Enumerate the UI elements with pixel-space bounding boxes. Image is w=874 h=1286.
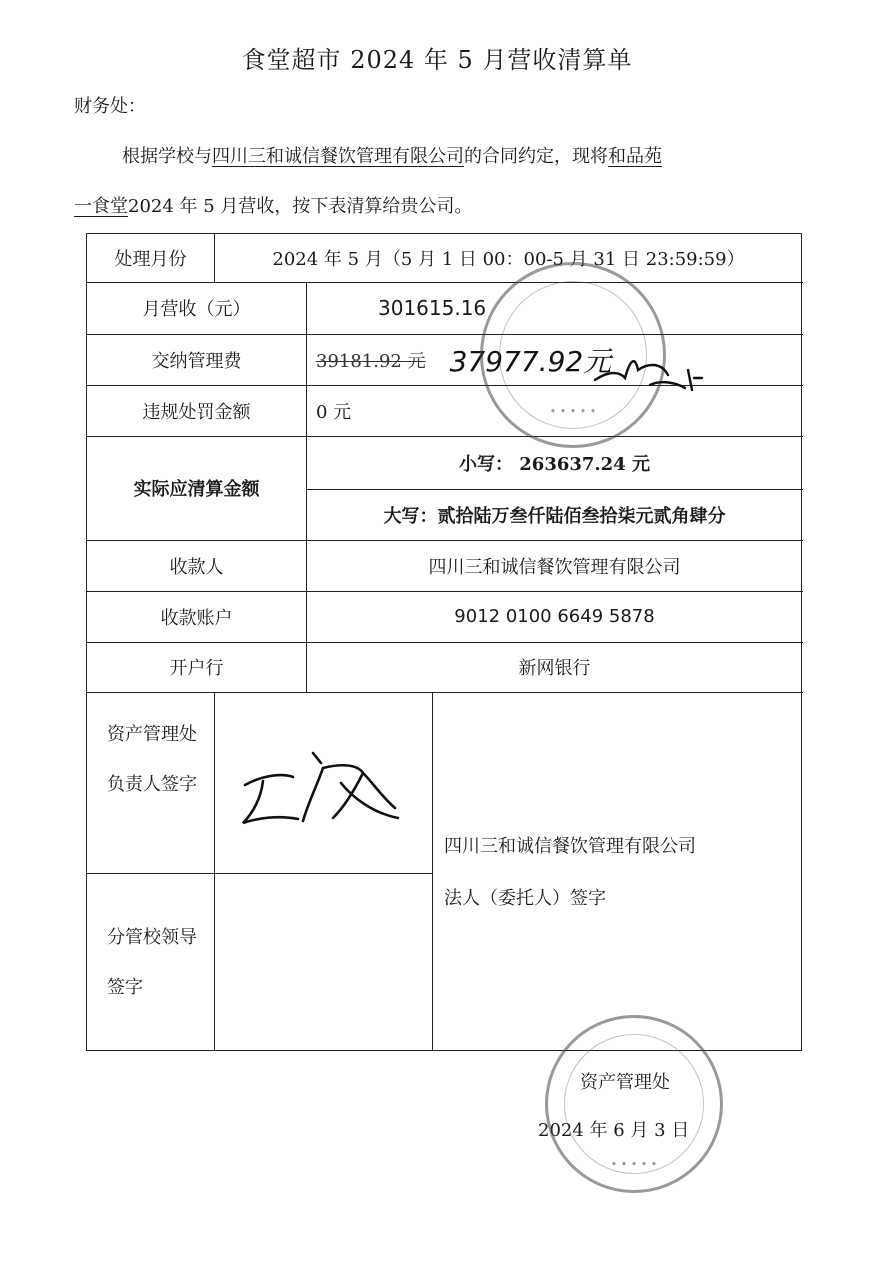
payee-value: 四川三和诚信餐饮管理有限公司 — [428, 556, 681, 578]
asset-dept-signature-area — [214, 692, 432, 873]
intro-mid-text: 的合同约定，现将 — [464, 146, 608, 167]
penalty-value: 0 元 — [316, 401, 352, 423]
asset-dept-sign-label: 资产管理处负责人签字 — [107, 724, 197, 795]
payee-label: 收款人 — [169, 556, 224, 578]
month-value: 2024 年 5 月（5 月 1 日 00：00-5 月 31 日 23:59:59） — [272, 249, 745, 270]
month-label: 处理月份 — [114, 249, 187, 270]
fee-original-struck: 39181.92 元 — [316, 350, 426, 372]
revenue-label: 月营收（元） — [142, 299, 251, 320]
fee-label: 交纳管理费 — [151, 350, 242, 372]
canteen-name-part1: 和品苑 — [608, 146, 662, 167]
canteen-name-part2: 一食堂 — [74, 196, 128, 217]
legal-sign-label: 法人（委托人）签字 — [444, 888, 606, 909]
addressee: 财务处： — [74, 96, 146, 117]
company-sign-area — [432, 692, 803, 1050]
footer-date: 2024 年 6 月 3 日 — [538, 1120, 690, 1141]
leader-signature-area — [214, 873, 432, 1050]
actual-amount-big: 大写：贰拾陆万叁仟陆佰叁拾柒元贰角肆分 — [383, 505, 726, 527]
page-title: 食堂超市 2024 年 5 月营收清算单 — [241, 46, 633, 74]
official-seal-icon: • • • • • — [480, 262, 666, 448]
department-seal-icon: • • • • • — [545, 1015, 723, 1193]
company-name-underlined: 四川三和诚信餐饮管理有限公司 — [212, 146, 464, 167]
handwritten-signature-icon — [223, 723, 423, 843]
bank-value: 新网银行 — [518, 658, 591, 679]
footer-dept: 资产管理处 — [580, 1072, 670, 1093]
leader-sign-label: 分管校领导签字 — [107, 927, 197, 998]
fee-corrected-handwritten: 37977.92元 — [449, 344, 612, 378]
penalty-label: 违规处罚金额 — [142, 401, 251, 423]
account-label: 收款账户 — [160, 607, 233, 629]
intro-text: 根据学校与 — [122, 146, 212, 167]
company-sign-name: 四川三和诚信餐饮管理有限公司 — [444, 836, 696, 857]
initials-signature-icon — [590, 340, 710, 400]
actual-amount-label: 实际应清算金额 — [133, 479, 260, 500]
revenue-value: 301615.16 — [378, 296, 487, 320]
intro-rest-text: 2024 年 5 月营收，按下表清算给贵公司。 — [128, 196, 473, 217]
account-value: 9012 0100 6649 5878 — [454, 606, 655, 627]
actual-amount-small: 小写： 263637.24 元 — [459, 453, 650, 475]
bank-label: 开户行 — [169, 658, 224, 679]
intro-paragraph-line2 — [74, 182, 804, 232]
intro-paragraph-line1 — [74, 132, 804, 182]
